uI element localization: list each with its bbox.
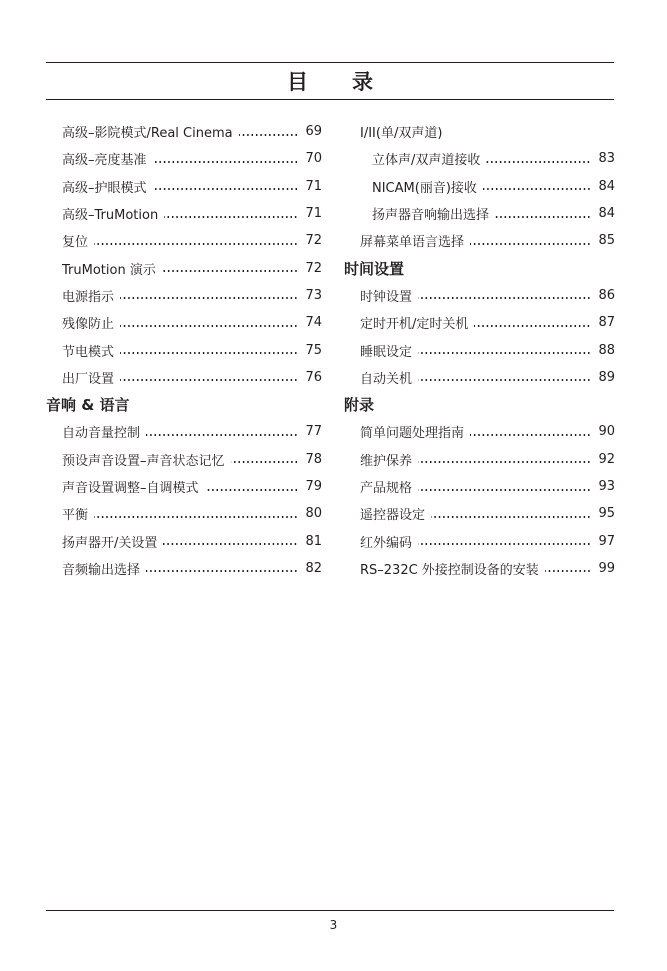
toc-entry[interactable] [344,364,615,391]
toc-entry[interactable] [344,418,615,445]
title-char-1: 目 [287,70,308,94]
toc-entry[interactable] [344,500,615,527]
toc-entry-page: 72 [305,260,322,276]
toc-entry-label: 出厂设置 [62,371,115,387]
dot-leader [153,161,298,163]
dot-leader [431,516,591,518]
dot-leader [495,216,591,218]
dot-leader [153,188,298,190]
toc-entry[interactable] [46,527,322,554]
toc-entry-label: 产品规格 [360,481,413,496]
toc-entry-label: 残像防止 [62,317,115,333]
toc-entry-label: 音频输出选择 [62,562,141,578]
toc-entry[interactable] [46,418,322,445]
toc-entry[interactable] [46,227,322,254]
toc-entry-label: 平衡 [62,508,89,524]
title-underline-rule [46,99,614,100]
toc-entry-page: 89 [598,369,615,385]
toc-entry-label: 维护保养 [360,453,413,469]
toc-entry-label: 屏幕菜单语言选择 [360,235,465,251]
toc-entry-label: 定时开机/定时关机 [360,317,469,333]
dot-leader [545,570,591,572]
footer-rule [46,910,614,911]
toc-entry-label: 红外编码 [360,535,413,551]
toc-entry[interactable] [46,473,322,500]
dot-leader [470,243,591,245]
toc-entry[interactable] [344,473,615,500]
dot-leader [486,161,591,163]
toc-entry[interactable] [46,173,322,200]
toc-entry-page: 75 [305,342,322,358]
toc-entry-page: 99 [598,560,615,576]
toc-entry-page: 85 [598,233,615,249]
toc-entry-label: 时钟设置 [360,289,413,305]
toc-entry-page: 74 [305,315,322,331]
dot-leader [418,297,591,299]
toc-group [344,282,615,391]
dot-leader [470,434,591,436]
top-rule [46,62,614,63]
toc-entry[interactable] [46,446,322,473]
dot-leader [231,461,298,463]
section-heading-time: 时间设置 [344,259,405,278]
toc-entry-label: 简单问题处理指南 [360,426,465,442]
toc-entry-label: 扬声器音响输出选择 [372,208,490,224]
toc-entry[interactable] [46,555,322,582]
toc-entry-page: 92 [598,451,615,467]
toc-group [344,145,615,227]
toc-entry[interactable] [46,364,322,391]
toc-entry-page: 82 [305,560,322,576]
toc-entry-label: 自动关机 [360,371,413,387]
dot-leader [120,297,298,299]
dot-leader [205,489,298,491]
toc-entry-page: 90 [598,424,615,440]
dot-leader [94,516,298,518]
toc-entry-label: TruMotion 演示 [62,262,156,278]
dot-leader [418,352,591,354]
dot-leader [164,216,298,218]
toc-group [46,118,322,391]
dot-leader [483,188,591,190]
dot-leader [120,352,298,354]
toc-entry-page: 72 [305,233,322,249]
dot-leader [162,270,298,272]
toc-entry-page: 71 [305,178,322,194]
toc-left-column [46,118,322,582]
toc-entry[interactable] [344,227,615,254]
dot-leader [163,543,298,545]
toc-entry-label: 节电模式 [62,344,115,360]
toc-entry-page: 83 [598,151,615,167]
toc-entry-label: 扬声器开/关设置 [62,535,158,551]
dot-leader [418,461,591,463]
toc-entry-label: NICAM(丽音)接收 [372,180,477,196]
toc-entry[interactable] [46,336,322,363]
dot-leader [94,243,298,245]
toc-entry-label: 立体声/双声道接收 [372,153,481,169]
toc-entry-page: 81 [305,533,322,549]
toc-entry[interactable] [344,527,615,554]
toc-entry-page: 97 [598,533,615,549]
toc-entry[interactable] [344,446,615,473]
toc-entry-page: 87 [598,315,615,331]
toc-entry-page: 95 [598,506,615,522]
toc-entry-page: 84 [598,178,615,194]
toc-entry[interactable] [344,200,615,227]
toc-right-column [344,118,615,582]
toc-entry-page: 77 [305,424,322,440]
toc-entry-page: 84 [598,206,615,222]
page-number: 3 [329,918,338,932]
dot-leader [239,134,298,136]
dot-leader [146,434,298,436]
section-heading-appendix: 附录 [344,396,375,415]
toc-entry-page: 73 [305,287,322,303]
dot-leader [120,379,298,381]
toc-entry-label: 遥控器设定 [360,508,426,524]
toc-entry-label: 电源指示 [62,289,115,305]
toc-entry-page: 71 [305,206,322,222]
subheading-mono-stereo: I/II(单/双声道) [360,126,443,142]
toc-entry-label: 高级–护眼模式 [62,180,147,196]
toc-entry[interactable] [344,555,615,582]
toc-entry[interactable] [344,309,615,336]
toc-entry-label: 复位 [62,235,89,251]
toc-entry[interactable] [46,309,322,336]
toc-entry-label: 自动音量控制 [62,426,141,442]
toc-entry-label: 声音设置调整–自调模式 [62,481,199,496]
toc-group [46,418,322,582]
dot-leader [418,543,591,545]
toc-entry-page: 78 [305,451,322,467]
toc-entry-page: 93 [598,479,615,494]
toc-entry-page: 86 [598,287,615,303]
dot-leader [120,325,298,327]
toc-entry[interactable] [344,145,615,172]
toc-entry[interactable] [46,118,322,145]
toc-entry[interactable] [46,282,322,309]
toc-entry-label: 预设声音设置–声音状态记忆 [62,453,225,469]
toc-entry-label: 高级–亮度基准 [62,153,147,169]
section-heading-audio: 音响 & 语言 [46,396,130,415]
toc-entry-label: 高级–TruMotion [62,208,159,224]
toc-entry[interactable] [46,200,322,227]
toc-group [344,418,615,582]
toc-entry[interactable] [46,500,322,527]
title-char-2: 录 [352,70,373,94]
toc-entry-page: 79 [305,479,322,494]
dot-leader [146,570,298,572]
toc-entry-page: 70 [305,151,322,167]
toc-entry-page: 76 [305,369,322,385]
page-title [46,64,614,98]
toc-entry-page: 88 [598,342,615,358]
toc-entry-label: 高级–影院模式/Real Cinema [62,126,233,142]
toc-entry[interactable] [46,254,322,281]
toc-entry-page: 69 [305,124,322,140]
dot-leader [474,325,591,327]
toc-entry[interactable] [344,336,615,363]
toc-entry-page: 80 [305,506,322,522]
toc-entry[interactable] [344,173,615,200]
toc-entry-label: RS–232C 外接控制设备的安装 [360,562,539,578]
dot-leader [418,379,591,381]
dot-leader [418,489,591,491]
toc-entry[interactable] [46,145,322,172]
toc-entry-label: 睡眠设定 [360,344,413,360]
toc-entry[interactable] [344,282,615,309]
